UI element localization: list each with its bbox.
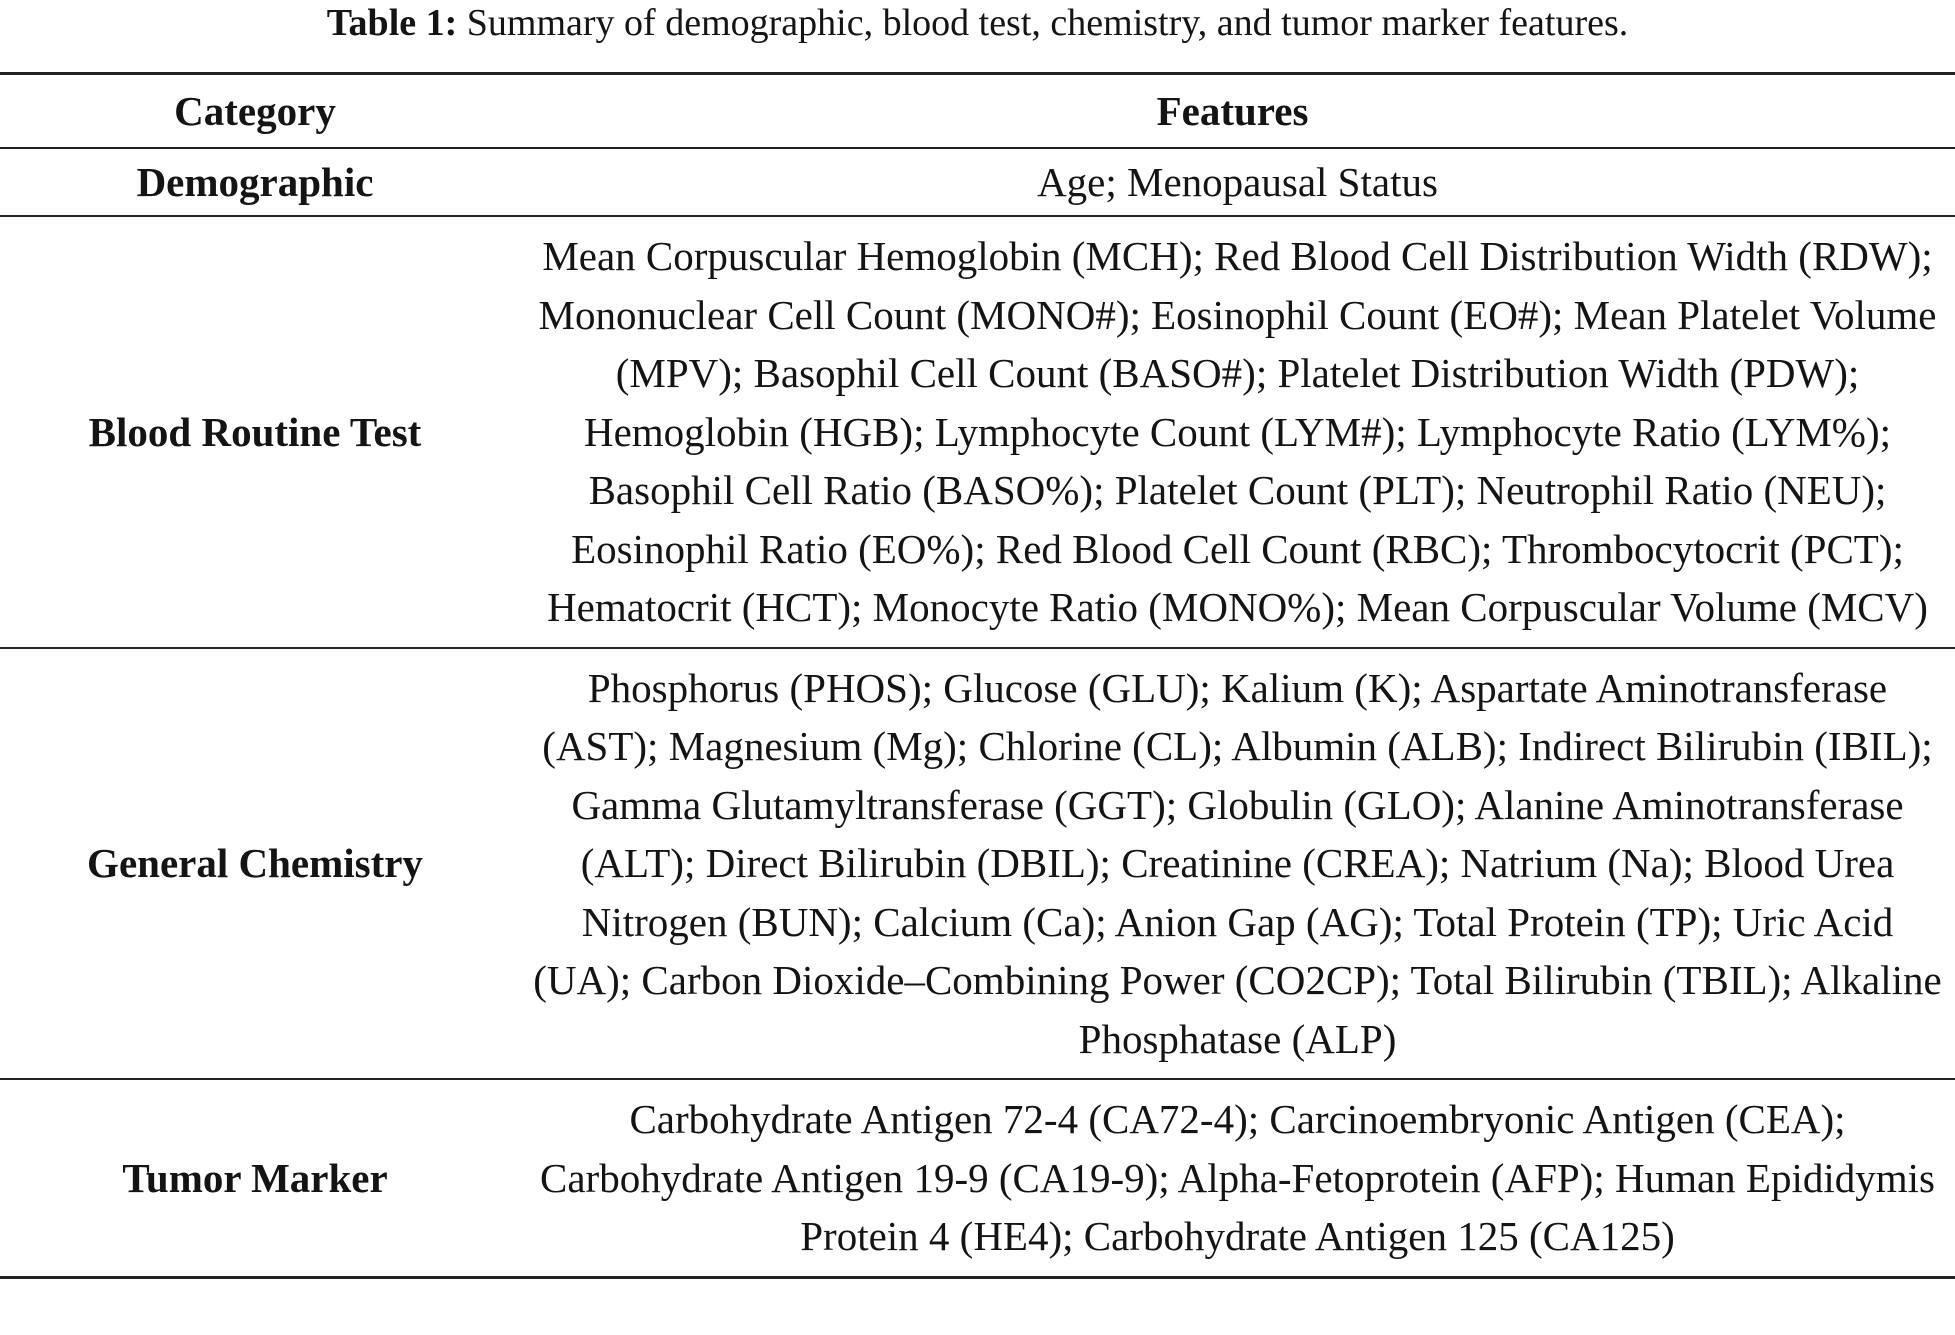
column-header-category: Category [174,88,336,134]
table-row-demographic [0,148,1955,216]
table-caption [0,0,1955,46]
table-body [0,148,1955,1277]
feature-summary-table [0,72,1955,1279]
table-row-tumor-marker [0,1079,1955,1277]
features-cell: Age; Menopausal Status [1037,159,1438,205]
category-cell: General Chemistry [87,840,423,887]
table-header [0,74,1955,149]
column-header-features: Features [1156,88,1309,134]
features-cell: Mean Corpuscular Hemoglobin (MCH); Red Blood Cell Distribution Width (RDW); Mononuclear Cell Count (MONO#); Eosinophil Count (EO#); Mean Platelet Volume (MPV); Basophil Cell Count (BASO#); Platelet Distribution Width (PDW); Hemoglobin (HGB); Lymphocyte Count (LYM#); Lymphocyte Ratio (LYM%); Basophil Cell Ratio (BASO%); Platelet Count (PLT); Neutrophil Ratio (NEU); Eosinophil Ratio (EO%); Red Blood Cell Count (RBC); Thrombocytocrit (PCT); Hematocrit (HCT); Monocyte Ratio (MONO%); Mean Corpuscular Volume (MCV) [538,233,1937,630]
caption-label: Table 1: [326,2,458,44]
header-row [0,74,1955,149]
features-cell: Carbohydrate Antigen 72-4 (CA72-4); Carcinoembryonic Antigen (CEA); Carbohydrate Antigen 19-9 (CA19-9); Alpha-Fetoprotein (AFP); Human Epididymis Protein 4 (HE4); Carbohydrate Antigen 125 (CA125) [540,1096,1935,1259]
category-cell: Tumor Marker [122,1154,388,1201]
features-cell: Phosphorus (PHOS); Glucose (GLU); Kalium (K); Aspartate Aminotransferase (AST); Magnesium (Mg); Chlorine (CL); Albumin (ALB); Indirect Bilirubin (IBIL); Gamma Glutamyltransferase (GGT); Globulin (GLO); Alanine Aminotransferase (ALT); Direct Bilirubin (DBIL); Creatinine (CREA); Natrium (Na); Blood Urea Nitrogen (BUN); Calcium (Ca); Anion Gap (AG); Total Protein (TP); Uric Acid (UA); Carbon Dioxide–Combining Power (CO2CP); Total Bilirubin (TBIL); Alkaline Phosphatase (ALP) [533,664,1942,1062]
table-row-blood-routine-test [0,216,1955,648]
table-row-general-chemistry [0,648,1955,1080]
caption-text: Summary of demographic, blood test, chemistry, and tumor marker features. [457,2,1629,44]
category-cell: Blood Routine Test [88,408,422,455]
category-cell: Demographic [136,159,374,205]
